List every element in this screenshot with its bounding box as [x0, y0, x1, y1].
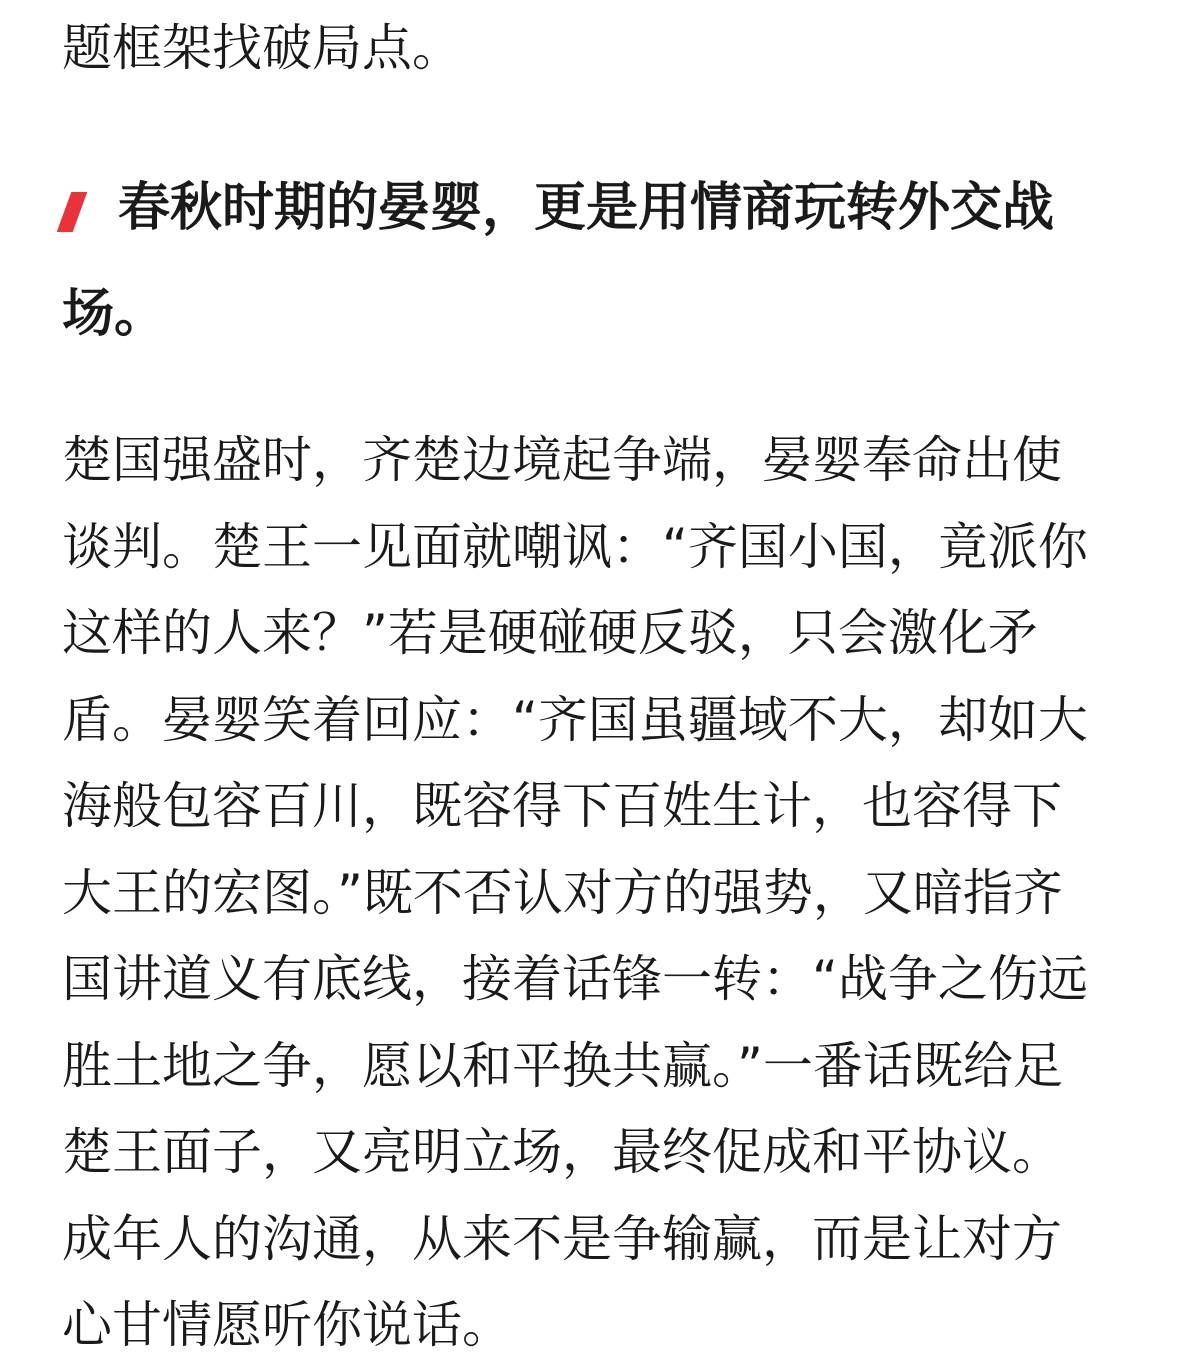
heading-line: 场。 [62, 284, 167, 344]
heading-line: 春秋时期的晏婴，更是用情商玩转外交战 [118, 178, 1055, 238]
body-line: 成年人的沟通，从来不是争输赢，而是让对方 [62, 1209, 1062, 1268]
paragraph-body [62, 417, 1122, 1369]
paragraph-intro-tail: 题框架找破局点。 [62, 19, 462, 77]
body-line: 海般包容百川，既容得下百姓生计，也容得下 [62, 777, 1062, 835]
body-line: 国讲道义有底线，接着话锋一转：“战争之伤远 [62, 950, 1088, 1008]
body-line: 谈判。楚王一见面就嘲讽：“齐国小国，竟派你 [62, 517, 1088, 576]
body-line: 大王的宏图。”既不否认对方的强势，又暗指齐 [62, 863, 1063, 922]
body-line: 这样的人来？”若是硬碰硬反驳，只会激化矛 [62, 604, 1038, 662]
body-line: 楚王面子，又亮明立场，最终促成和平协议。 [62, 1123, 1062, 1181]
body-line: 楚国强盛时，齐楚边境起争端，晏婴奉命出使 [62, 431, 1062, 489]
article-content [62, 0, 1122, 1369]
body-line: 心甘情愿听你说话。 [62, 1296, 512, 1354]
heading-lines [62, 155, 1122, 367]
section-heading [62, 155, 1122, 367]
body-line: 胜土地之争，愿以和平换共赢。”一番话既给足 [62, 1036, 1063, 1095]
body-line: 盾。晏婴笑着回应：“齐国虽疆域不大，却如大 [62, 690, 1088, 749]
